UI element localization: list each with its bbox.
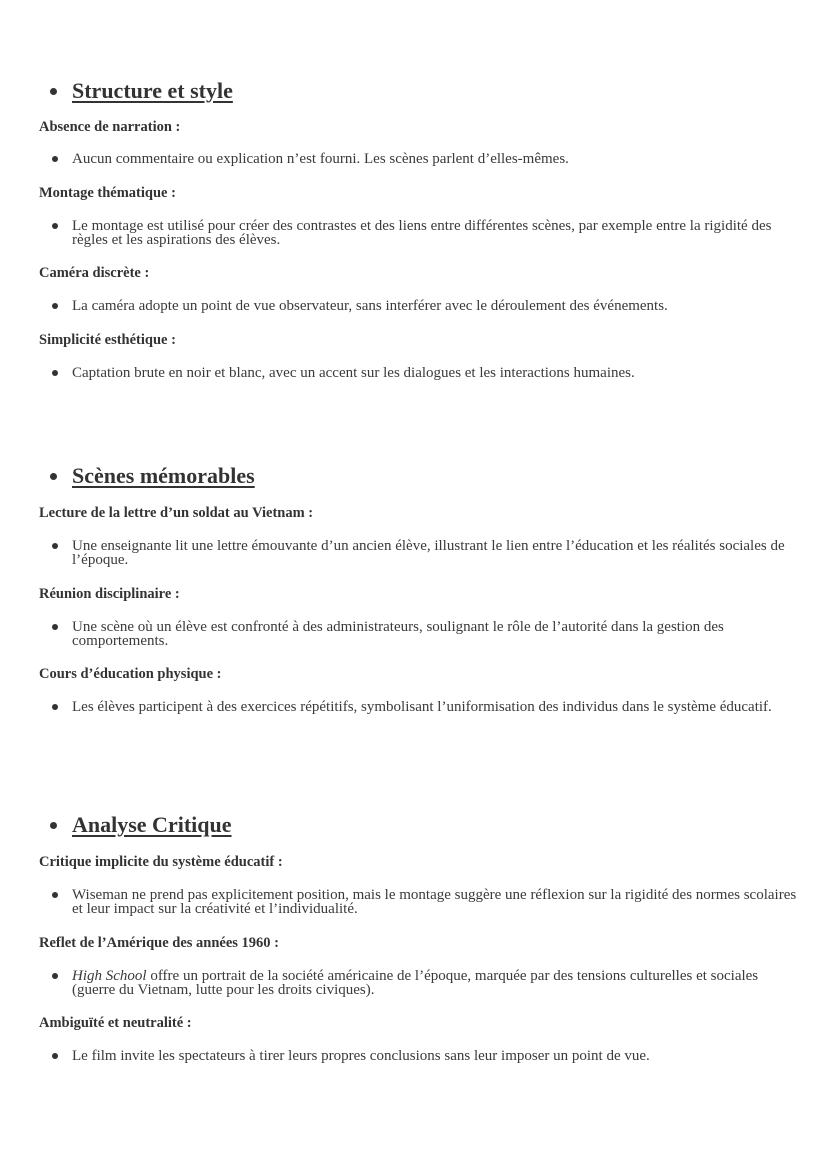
section-bullet	[50, 88, 57, 95]
subheading: Ambiguïté et neutralité :	[39, 1015, 192, 1031]
bullet-dot	[52, 303, 58, 309]
bullet-dot	[52, 370, 58, 376]
subheading: Lecture de la lettre d’un soldat au Vietnam :	[39, 505, 314, 521]
section-title: Structure et style	[72, 78, 233, 103]
subheading: Absence de narration :	[39, 119, 181, 135]
subheading: Cours d’éducation physique :	[39, 666, 222, 682]
subheading: Réunion disciplinaire :	[39, 586, 180, 602]
film-title: High School	[72, 968, 147, 984]
bullet-text: Wiseman ne prend pas explicitement position, mais le montage suggère une réflexion sur la rigidité des normes scolaires et leur impact sur la créativité et l’individualité.	[72, 887, 797, 917]
bullet-text: La caméra adopte un point de vue observateur, sans interférer avec le déroulement des événements.	[72, 298, 668, 314]
subheading: Critique implicite du système éducatif :	[39, 854, 283, 870]
bullet-text: Captation brute en noir et blanc, avec un accent sur les dialogues et les interactions humaines.	[72, 365, 635, 381]
subheading: Montage thématique :	[39, 185, 176, 201]
bullet-dot	[52, 892, 58, 898]
bullet-text	[72, 969, 792, 997]
bullet-text: Une scène où un élève est confronté à des administrateurs, soulignant le rôle de l’autorité dans la gestion des comportements.	[72, 619, 724, 649]
section-bullet	[50, 822, 57, 829]
bullet-dot	[52, 223, 58, 229]
subheading: Caméra discrète :	[39, 265, 150, 281]
bullet-text-rest: offre un portrait de la société américaine de l’époque, marquée par des tensions culturelles et sociales (guerre du Vietnam, lutte pour les droits civiques).	[72, 968, 759, 998]
bullet-dot	[52, 543, 58, 549]
subheading: Simplicité esthétique :	[39, 332, 176, 348]
section-title: Scènes mémorables	[72, 463, 255, 488]
bullet-dot	[52, 156, 58, 162]
section-bullet	[50, 473, 57, 480]
bullet-text: Le film invite les spectateurs à tirer leurs propres conclusions sans leur imposer un point de vue.	[72, 1048, 650, 1064]
subheading: Reflet de l’Amérique des années 1960 :	[39, 935, 280, 951]
bullet-text: Les élèves participent à des exercices répétitifs, symbolisant l’uniformisation des individus dans le système éducatif.	[72, 699, 772, 715]
bullet-text: Aucun commentaire ou explication n’est fourni. Les scènes parlent d’elles-mêmes.	[72, 151, 569, 167]
section-title: Analyse Critique	[72, 812, 232, 837]
bullet-dot	[52, 1053, 58, 1059]
bullet-dot	[52, 704, 58, 710]
bullet-text: Une enseignante lit une lettre émouvante d’un ancien élève, illustrant le lien entre l’éducation et les réalités sociales de l’époque.	[72, 538, 785, 568]
bullet-text: Le montage est utilisé pour créer des contrastes et des liens entre différentes scènes, par exemple entre la rigidité des règles et les aspirations des élèves.	[72, 218, 772, 248]
bullet-dot	[52, 624, 58, 630]
bullet-dot	[52, 973, 58, 979]
